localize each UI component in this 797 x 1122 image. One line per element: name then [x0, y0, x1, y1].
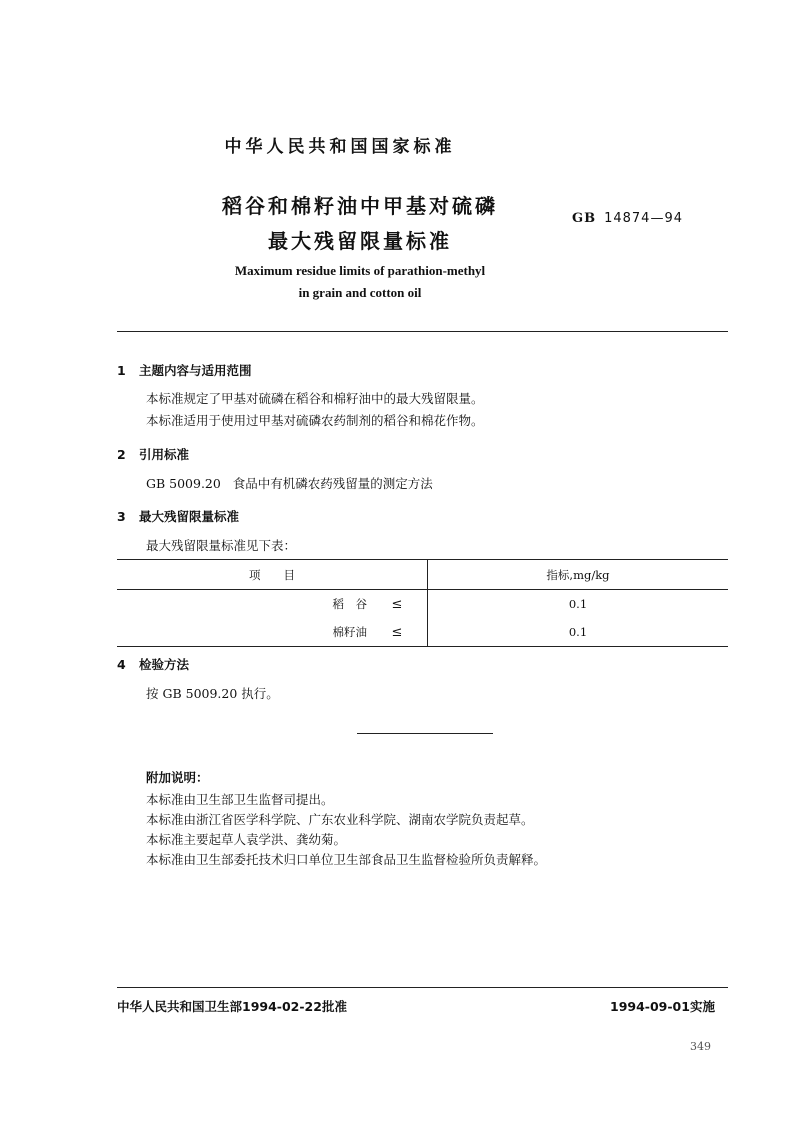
row-item: 稻 谷 [332, 597, 367, 611]
section-2-heading [117, 445, 189, 463]
section-1-heading [117, 361, 252, 379]
section-number: 2 [117, 447, 126, 462]
section-1-paragraph-1: 本标准规定了甲基对硫磷在稻谷和棉籽油中的最大残留限量。 [146, 391, 484, 406]
section-3-paragraph-1: 最大残留限量标准见下表： [146, 538, 297, 553]
section-title: 引用标准 [139, 447, 190, 462]
section-number: 3 [117, 509, 126, 524]
end-of-text-rule [357, 733, 493, 734]
standard-code: 14874—94 [604, 211, 683, 226]
row-value: 0.1 [428, 618, 729, 647]
column-header-value: 指标,mg/kg [428, 560, 729, 590]
note-line: 本标准由卫生部卫生监督司提出。 [146, 792, 334, 807]
footer-rule [117, 987, 728, 988]
notes-title: 附加说明： [146, 770, 209, 785]
effective-date: 1994-09-01实施 [610, 999, 715, 1014]
standard-number [572, 211, 683, 226]
row-value: 0.1 [568, 597, 588, 611]
column-header-item: 项 目 [117, 560, 428, 590]
title-en-line2: in grain and cotton oil [298, 285, 422, 300]
header-rule [117, 331, 728, 332]
table-header-row [117, 560, 728, 590]
page-number: 349 [690, 1040, 711, 1053]
section-4-paragraph-1: 按 GB 5009.20 执行。 [146, 686, 279, 701]
section-number: 4 [117, 657, 126, 672]
standard-prefix: GB [572, 211, 597, 226]
row-item: 棉籽油 [117, 618, 367, 647]
section-3-heading [117, 507, 239, 525]
table-row [117, 590, 728, 619]
section-title: 主题内容与适用范围 [139, 363, 252, 378]
section-number: 1 [117, 363, 126, 378]
note-line: 本标准主要起草人袁学洪、龚幼菊。 [146, 832, 347, 847]
section-2-paragraph-1: GB 5009.20 食品中有机磷农药残留量的测定方法 [146, 476, 433, 491]
note-line: 本标准由浙江省医学科学院、广东农业科学院、湖南农学院负责起草。 [146, 812, 534, 827]
row-operator: ≤ [367, 590, 428, 619]
table-row [117, 618, 728, 647]
note-line: 本标准由卫生部委托技术归口单位卫生部食品卫生监督检验所负责解释。 [146, 852, 547, 867]
title-cn-line2: 最大残留限量标准 [268, 229, 452, 253]
title-cn-line1: 稻谷和棉籽油中甲基对硫磷 [222, 194, 498, 218]
section-1-paragraph-2: 本标准适用于使用过甲基对硫磷农药制剂的稻谷和棉花作物。 [146, 413, 484, 428]
row-operator: ≤ [367, 618, 428, 647]
approval-date: 中华人民共和国卫生部1994-02-22批准 [117, 999, 347, 1014]
section-4-heading [117, 655, 189, 673]
section-title: 最大残留限量标准 [139, 509, 240, 524]
title-en-line1: Maximum residue limits of parathion-methyl [234, 263, 486, 278]
section-title: 检验方法 [139, 657, 190, 672]
residue-limit-table [117, 559, 728, 647]
national-standard-heading: 中华人民共和国国家标准 [224, 137, 456, 157]
